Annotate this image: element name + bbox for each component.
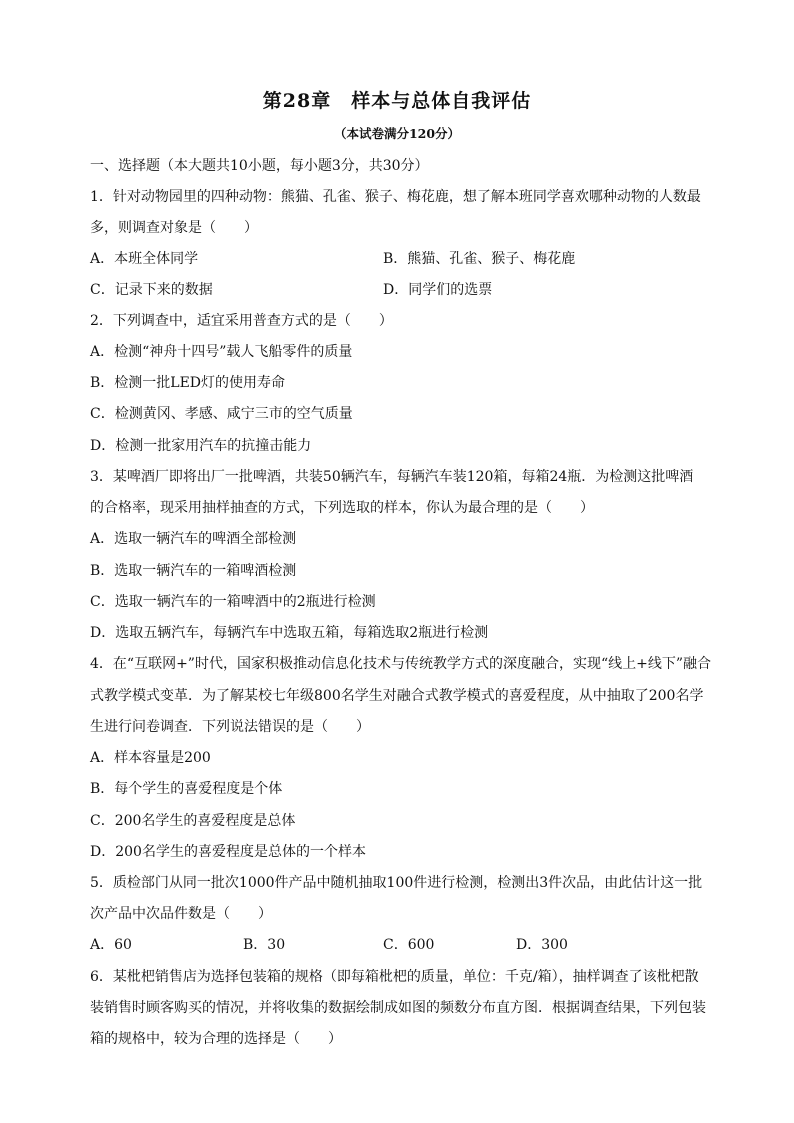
q3-option-a: A．选取一辆汽车的啤酒全部检测 bbox=[90, 531, 297, 547]
q2-stem-line1: 2．下列调查中，适宜采用普查方式的是（ ） bbox=[90, 313, 393, 329]
q2-option-b: B．检测一批LED灯的使用寿命 bbox=[90, 375, 286, 391]
page-title: 第28章 样本与总体自我评估 bbox=[262, 90, 532, 112]
q5-option-d: D．300 bbox=[516, 937, 568, 953]
q3-stem-line1: 3．某啤酒厂即将出厂一批啤酒，共装50辆汽车，每辆汽车装120箱，每箱24瓶．为检测这批啤酒 bbox=[90, 469, 694, 485]
q3-option-b: B．选取一辆汽车的一箱啤酒检测 bbox=[90, 563, 297, 579]
q4-option-b: B．每个学生的喜爱程度是个体 bbox=[90, 781, 283, 797]
q6-stem-line3: 箱的规格中，较为合理的选择是（ ） bbox=[90, 1031, 342, 1047]
q4-option-c: C．200名学生的喜爱程度是总体 bbox=[90, 813, 296, 829]
q1-stem-line2: 多，则调查对象是（ ） bbox=[90, 220, 258, 236]
q5-stem-line2: 次产品中次品件数是（ ） bbox=[90, 906, 272, 922]
q5-option-a: A．60 bbox=[90, 937, 132, 953]
q3-option-c: C．选取一辆汽车的一箱啤酒中的2瓶进行检测 bbox=[90, 594, 376, 610]
q1-stem-line1: 1．针对动物园里的四种动物：熊猫、孔雀、猴子、梅花鹿，想了解本班同学喜欢哪种动物的人数最 bbox=[90, 189, 701, 205]
q1-option-d: D．同学们的选票 bbox=[383, 282, 493, 298]
q4-stem-line3: 生进行问卷调查．下列说法错误的是（ ） bbox=[90, 719, 370, 735]
q5-option-c: C．600 bbox=[383, 937, 435, 953]
q4-option-a: A．样本容量是200 bbox=[90, 750, 211, 766]
page-subtitle: （本试卷满分120分） bbox=[333, 126, 461, 141]
q6-stem-line1: 6．某枇杷销售店为选择包装箱的规格（即每箱枇杷的质量，单位：千克/箱），抽样调查了该枇杷散 bbox=[90, 969, 699, 985]
q5-stem-line1: 5．质检部门从同一批次1000件产品中随机抽取100件进行检测，检测出3件次品，由此估计这一批 bbox=[90, 875, 703, 891]
q1-option-c: C．记录下来的数据 bbox=[90, 282, 213, 298]
section-heading: 一、选择题（本大题共10小题，每小题3分，共30分） bbox=[90, 158, 429, 174]
q2-option-c: C．检测黄冈、孝感、咸宁三市的空气质量 bbox=[90, 406, 353, 422]
q1-option-b: B．熊猫、孔雀、猴子、梅花鹿 bbox=[383, 251, 576, 267]
q3-option-d: D．选取五辆汽车，每辆汽车中选取五箱，每箱选取2瓶进行检测 bbox=[90, 625, 489, 641]
q2-option-d: D．检测一批家用汽车的抗撞击能力 bbox=[90, 438, 312, 454]
q4-option-d: D．200名学生的喜爱程度是总体的一个样本 bbox=[90, 844, 366, 860]
q4-stem-line1: 4．在“互联网+”时代，国家积极推动信息化技术与传统教学方式的深度融合，实现“线上+线下”融合 bbox=[90, 656, 711, 672]
q1-option-a: A．本班全体同学 bbox=[90, 251, 199, 267]
q5-option-b: B．30 bbox=[243, 937, 286, 953]
q4-stem-line2: 式教学模式变革．为了解某校七年级800名学生对融合式教学模式的喜爱程度，从中抽取了200名学 bbox=[90, 688, 704, 704]
q3-stem-line2: 的合格率，现采用抽样抽查的方式，下列选取的样本，你认为最合理的是（ ） bbox=[90, 500, 594, 516]
q2-option-a: A．检测“神舟十四号”载人飞船零件的质量 bbox=[90, 344, 353, 360]
q6-stem-line2: 装销售时顾客购买的情况，并将收集的数据绘制成如图的频数分布直方图．根据调查结果，下列包装 bbox=[90, 1000, 706, 1016]
